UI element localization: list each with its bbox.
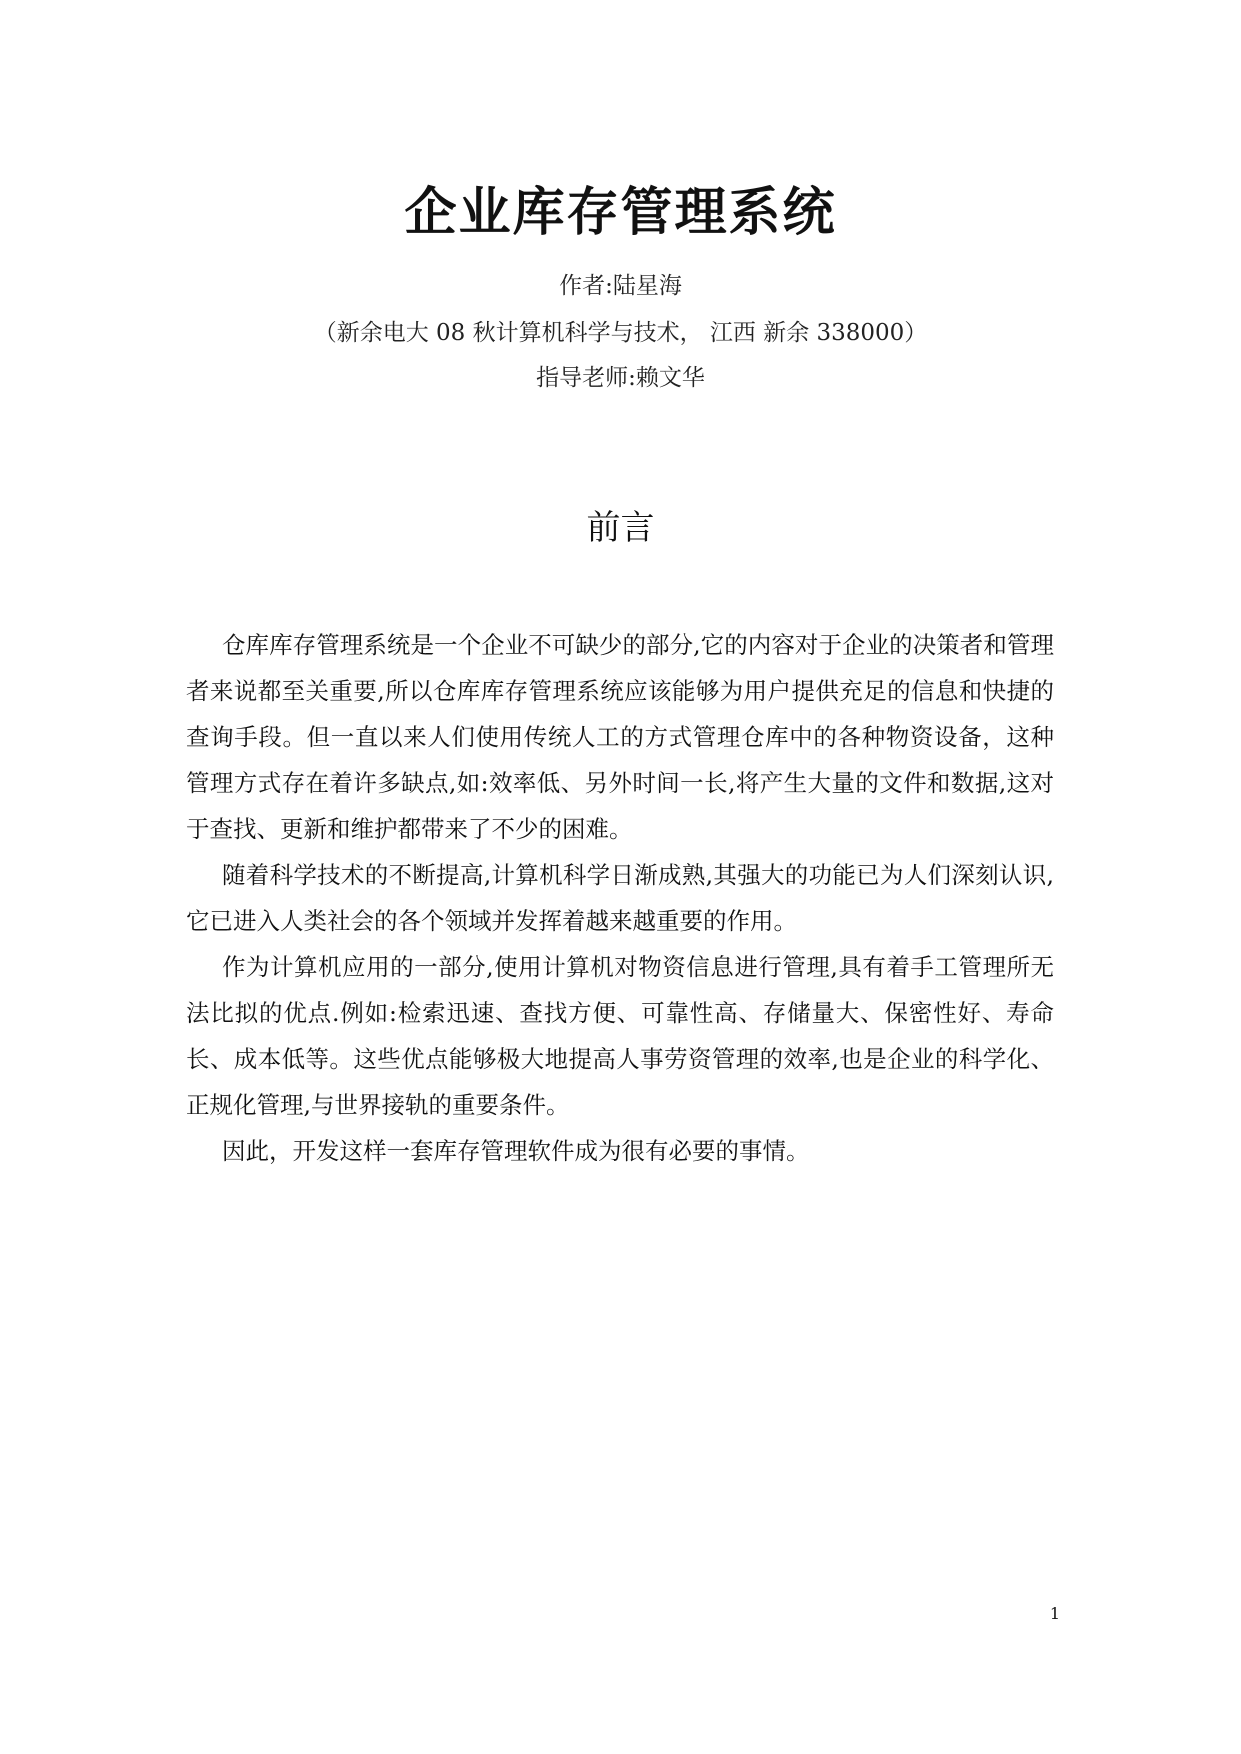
paragraph: 因此，开发这样一套库存管理软件成为很有必要的事情。 [222, 1137, 810, 1165]
paragraph: 作为计算机应用的一部分,使用计算机对物资信息进行管理,具有着手工管理所无法比拟的优点.例如:检索迅速、查找方便、可靠性高、存储量大、保密性好、寿命长、成本低等。这些优点能够极大地提高人事劳资管理的效率,也是企业的科学化、正规化管理,与世界接轨的重要条件。 [186, 953, 1054, 1119]
author-line: 作者:陆星海 [559, 273, 682, 299]
affiliation-line: （新余电大 08 秋计算机科学与技术， 江西 新余 338000） [313, 320, 928, 346]
advisor-line: 指导老师:赖文华 [536, 365, 705, 391]
section-heading: 前言 [586, 508, 655, 548]
page-number: 1 [1049, 1604, 1060, 1623]
document-title: 企业库存管理系统 [404, 183, 837, 243]
paragraph: 随着科学技术的不断提高,计算机科学日渐成熟,其强大的功能已为人们深刻认识,它已进入人类社会的各个领域并发挥着越来越重要的作用。 [186, 861, 1054, 935]
paragraph: 仓库库存管理系统是一个企业不可缺少的部分,它的内容对于企业的决策者和管理者来说都至关重要,所以仓库库存管理系统应该能够为用户提供充足的信息和快捷的查询手段。但一直以来人们使用传统人工的方式管理仓库中的各种物资设备，这种管理方式存在着许多缺点,如:效率低、另外时间一长,将产生大量的文件和数据,这对于查找、更新和维护都带来了不少的困难。 [186, 631, 1054, 843]
body-text [186, 622, 1054, 1174]
